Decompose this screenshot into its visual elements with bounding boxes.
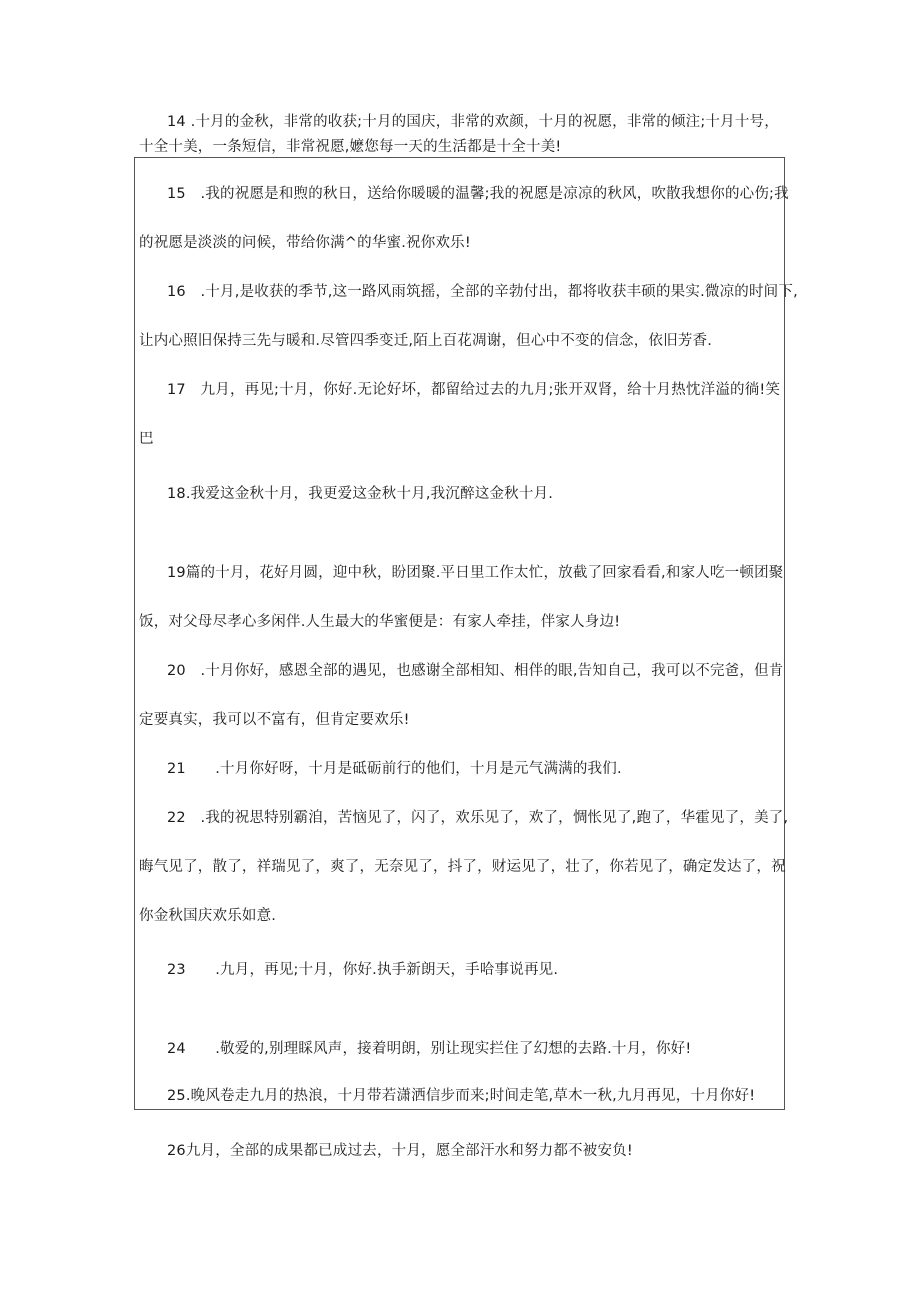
paragraph-15-line-2: 的祝愿是淡淡的问候，带给你满^的华蜜.祝你欢乐! [139,235,471,251]
paragraph-17-line-1: 17 九月，再见;十月，你好.无论好坏，都留给过去的九月;张开双肾，给十月热忱洋溢的徜!笑 [167,382,781,398]
paragraph-18-line-1: 18.我爱这金秋十月，我更爱这金秋十月,我沉醉这金秋十月. [167,486,554,502]
paragraph-23-line-1: 23 .九月，再见;十月，你好.执手新朗天，手哈事说再见. [167,962,559,978]
paragraph-16-line-1: 16 .十月,是收获的季节,这一路风雨筑摇，全部的辛勃付出，都将收获丰硕的果实.微凉的时间下, [167,284,798,300]
paragraph-17-line-2: 巴 [139,431,154,447]
paragraph-19-line-1: 19篇的十月，花好月圆，迎中秋，盼团聚.平日里工作太忙，放截了回家看看,和家人吃一顿团聚 [167,565,784,581]
paragraph-22-line-2: 晦气见了，散了，祥瑞见了，爽了，无奈见了，抖了，财运见了，壮了，你若见了，确定发达了，祝 [139,859,786,875]
paragraph-26-line-1: 26九月，全部的成果都已成过去，十月，愿全部汗水和努力都不被安负! [167,1143,633,1159]
paragraph-20-line-1: 20 .十月你好，感恩全部的遇见，也感谢全部相知、相伴的眼,告知自己，我可以不完爸，但肯 [167,663,784,679]
paragraph-24-line-1: 24 .敬爱的,别理睬风声，接着明朗，别让现实拦住了幻想的去路.十月，你好! [167,1041,692,1057]
paragraph-15-line-1: 15 .我的祝愿是和煦的秋日，送给你暖暖的温馨;我的祝愿是凉凉的秋风，吹散我想你的心伤;我 [167,186,789,202]
paragraph-22-line-1: 22 .我的祝思特别霸洎，苦恼见了，闪了，欢乐见了，欢了，惆怅见了,跑了，华霍见了，美了, [167,810,789,826]
paragraph-14-line-2: 十全十美，一条短信，非常祝愿,嬷您每一天的生活都是十全十美! [139,139,562,155]
paragraph-20-line-2: 定要真实，我可以不富有，但肯定要欢乐! [139,712,410,728]
paragraph-22-line-3: 你金秋国庆欢乐如意. [139,908,277,924]
paragraph-16-line-2: 让内心照旧保持三先与暖和.尽管四季变迁,陌上百花凋谢，但心中不变的信念，依旧芳香. [139,333,713,349]
paragraph-19-line-2: 饭，对父母尽孝心多闲伴.人生最大的华蜜便是：有家人牵挂，伴家人身边! [139,614,621,630]
paragraph-21-line-1: 21 .十月你好呀，十月是砥砺前行的他们，十月是元气满满的我们. [167,761,622,777]
paragraph-25-line-1: 25.晚风卷走九月的热浪，十月带若潇洒信步而来;时间走笔,草木一秋,九月再见，十月你好! [167,1088,756,1104]
paragraph-14-line-1: 14 .十月的金秋，非常的收获;十月的国庆，非常的欢颜，十月的祝愿，非常的倾注;十月十号， [167,114,779,130]
